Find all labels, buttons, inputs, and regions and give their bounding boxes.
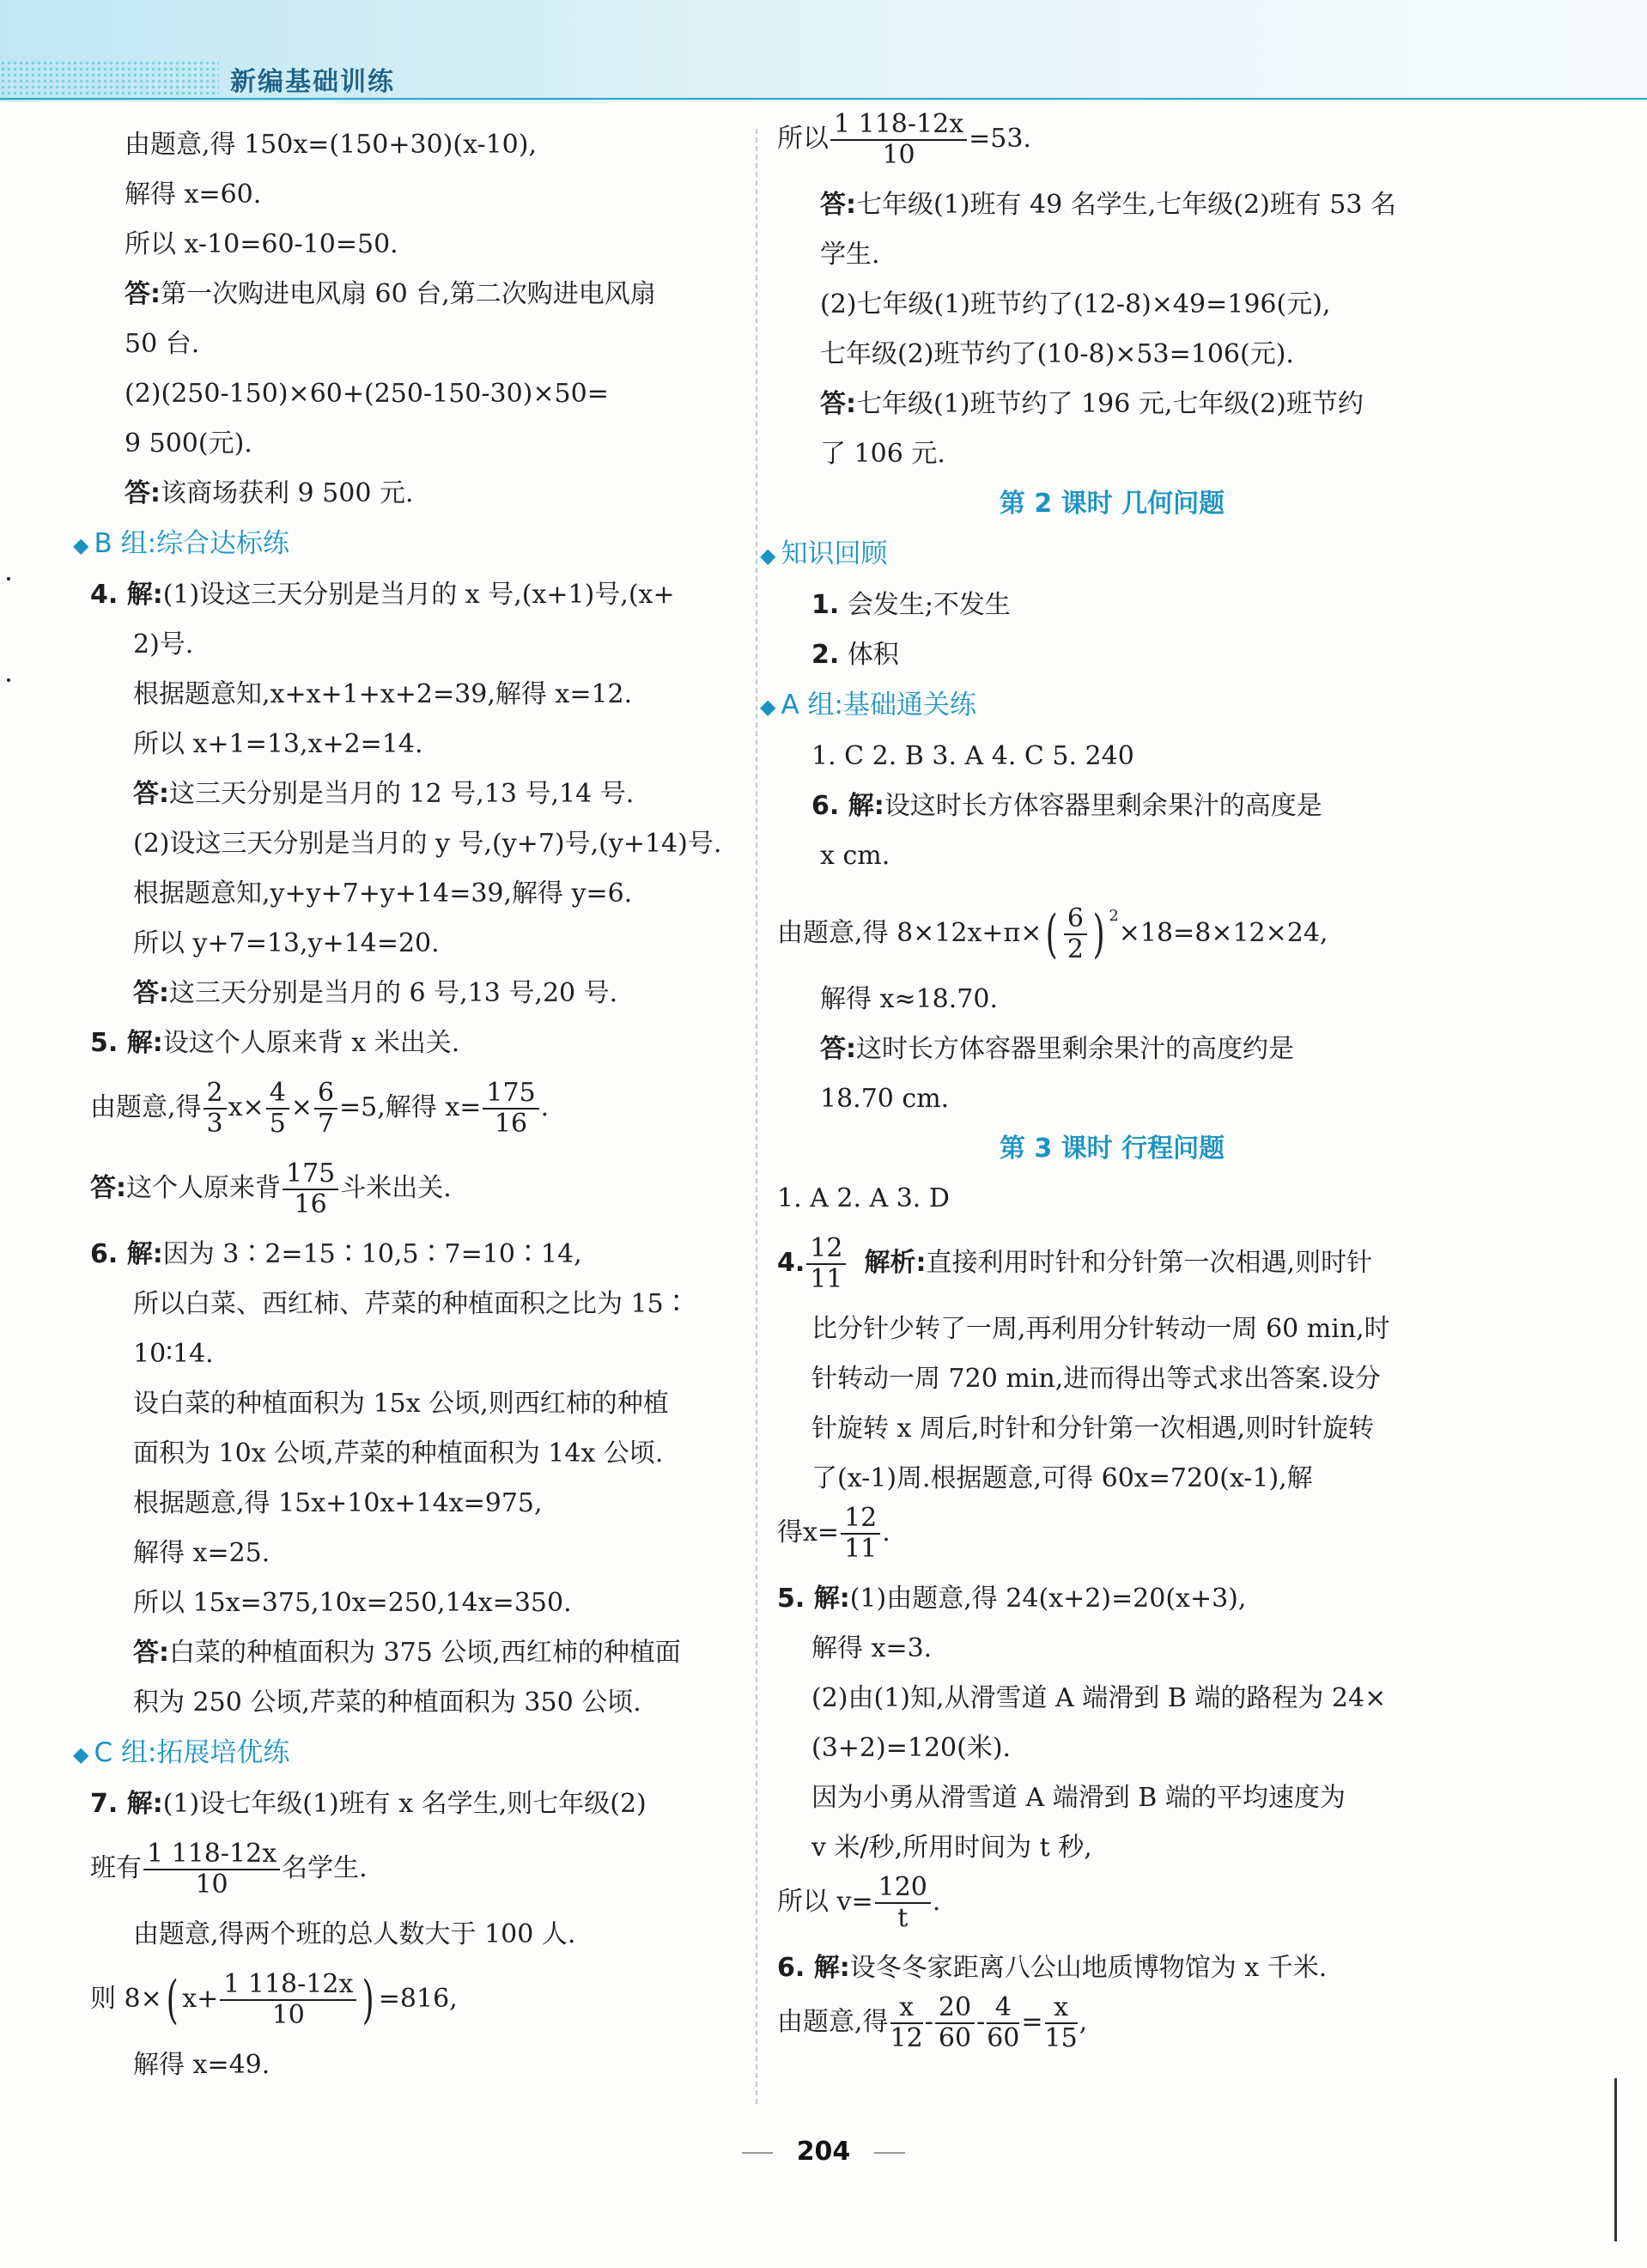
text-line: (2)(250-150)×60+(250-150-30)×50= [125, 379, 609, 409]
denominator: 7 [317, 1109, 335, 1139]
left-column [73, 120, 744, 2090]
fraction [875, 1873, 931, 1933]
text-line: 2)号. [133, 629, 194, 660]
answer-text: 白菜的种植面积为 375 公顷,西红柿的种植面 [169, 1638, 681, 1668]
answer-line [90, 769, 744, 819]
text: 则 8× [90, 1984, 162, 2014]
question-5 [90, 1018, 744, 1068]
text: x× [228, 1092, 264, 1122]
right-paren: ) [1092, 904, 1105, 964]
text-line: 所以 15x=375,10x=250,14x=350. [133, 1588, 572, 1618]
answer-label: 答: [820, 389, 856, 419]
text-line: v 米/秒,所用时间为 t 秒, [811, 1833, 1092, 1863]
fraction [266, 1079, 289, 1139]
answer-line [777, 380, 1447, 429]
diamond-icon: ◆ [73, 533, 89, 557]
diamond-icon: ◆ [760, 544, 776, 568]
left-paren: ( [166, 1970, 179, 2030]
text-line: 设这个人原来背 x 米出关. [162, 1028, 460, 1058]
equation-line [777, 1873, 1447, 1943]
answer-line [90, 1628, 744, 1678]
question-number: 5. 解: [777, 1584, 850, 1614]
numerator: 20 [935, 1993, 975, 2024]
section-title: C 组:拓展培优练 [94, 1737, 290, 1768]
header-rule [0, 98, 1647, 100]
text-line: 因为 3∶2=15∶10,5∶7=10∶14, [162, 1239, 582, 1269]
analysis-label: 解析: [864, 1248, 927, 1278]
question-number: 5. 解: [90, 1028, 163, 1058]
lesson-title-3: 第 3 课时 行程问题 [999, 1134, 1225, 1164]
fraction [143, 1839, 280, 1900]
text-line: 面积为 10x 公顷,芹菜的种植面积为 14x 公顷. [133, 1438, 664, 1468]
text: 由题意,得 [90, 1092, 202, 1122]
text-line: (2)七年级(1)班节约了(12-8)×49=196(元), [820, 289, 1331, 319]
answer-label: 答: [820, 190, 856, 220]
right-paren: ) [362, 1970, 375, 2030]
text-line: 解得 x≈18.70. [820, 984, 999, 1014]
answer-label: 答: [125, 279, 161, 309]
section-heading-review [760, 529, 1447, 581]
fraction [830, 110, 967, 170]
text: 由题意,得 8×12x+π× [777, 918, 1042, 948]
text: . [932, 1887, 941, 1917]
numerator: 12 [841, 1504, 880, 1535]
answer-line [90, 270, 744, 319]
fraction [314, 1079, 337, 1139]
answer-text: 这三天分别是当月的 6 号,13 号,20 号. [169, 978, 618, 1008]
answer-label: 答: [125, 478, 161, 508]
denominator: 60 [938, 2023, 972, 2053]
text-line: 设白菜的种植面积为 15x 公顷,则西红柿的种植 [133, 1389, 669, 1419]
text: 名学生. [282, 1853, 368, 1883]
denominator: 10 [882, 140, 915, 170]
answer-line [90, 1149, 744, 1230]
margin-dot [7, 577, 10, 581]
equation-line [90, 1960, 744, 2040]
fraction [1045, 1993, 1078, 2053]
text: =5,解得 x= [339, 1092, 482, 1122]
text-line: 根据题意知,y+y+7+y+14=39,解得 y=6. [133, 879, 633, 909]
fraction [806, 1234, 846, 1294]
review-item-1 [777, 581, 1447, 630]
numerator: 6 [314, 1079, 337, 1110]
denominator: 10 [195, 1870, 228, 1900]
answer-text: 七年级(1)班节约了 196 元,七年级(2)班节约 [856, 389, 1364, 419]
equation-line [777, 881, 1447, 975]
page-number: 204 [796, 2137, 851, 2167]
text-line: 解得 x=60. [125, 179, 262, 210]
text-line: 所以白菜、西红柿、芹菜的种植面积之比为 15∶ [133, 1289, 690, 1319]
text-line: 由题意,得两个班的总人数大于 100 人. [133, 1919, 576, 1949]
text-line: 解得 x=49. [133, 2050, 270, 2080]
text-line: 设冬冬家距离八公山地质博物馆为 x 千米. [849, 1953, 1328, 1983]
answer-label: 答: [90, 1173, 126, 1203]
numerator: 120 [875, 1873, 931, 1904]
text-line: (1)设七年级(1)班有 x 名学生,则七年级(2) [162, 1789, 647, 1819]
numerator: 1 118-12x [220, 1970, 356, 2001]
section-title: 知识回顾 [781, 538, 888, 569]
text-line: (1)设这三天分别是当月的 x 号,(x+1)号,(x+ [162, 580, 675, 610]
margin-dot [7, 678, 10, 682]
right-column [760, 109, 1447, 2064]
question-4 [90, 570, 744, 620]
question-number: 4. [777, 1248, 805, 1278]
text-line: 解得 x=3. [811, 1633, 933, 1663]
item-text: 体积 [847, 640, 899, 670]
text-line: 设这时长方体容器里剩余果汁的高度是 [884, 791, 1322, 821]
denominator: 5 [269, 1109, 286, 1139]
text: × [290, 1092, 313, 1122]
numerator: 6 [1064, 904, 1087, 935]
item-text: 会发生;不发生 [847, 590, 1011, 620]
text: =53. [969, 124, 1031, 154]
left-paren: ( [1046, 904, 1059, 964]
question-7 [90, 1779, 744, 1829]
denominator: 3 [206, 1109, 223, 1139]
fraction [987, 1993, 1019, 2053]
numerator: 2 [204, 1079, 227, 1110]
text: =816, [378, 1984, 458, 2014]
text-line: (2)设这三天分别是当月的 y 号,(y+7)号,(y+14)号. [133, 829, 722, 859]
text: = [1021, 2007, 1043, 2037]
denominator: 15 [1044, 2023, 1078, 2053]
denominator: t [897, 1903, 909, 1933]
review-item-2 [777, 630, 1447, 680]
text-line: 针转动一周 720 min,进而得出等式求出答案.设分 [811, 1364, 1381, 1394]
text-line: 10∶14. [133, 1339, 214, 1369]
denominator: 12 [890, 2023, 923, 2053]
header-dot-pattern [0, 60, 219, 96]
fraction [1064, 904, 1087, 964]
fraction [483, 1079, 538, 1139]
answer-label: 答: [133, 779, 169, 809]
denominator: 2 [1067, 934, 1084, 964]
answer-text: 这个人原来背 [126, 1173, 281, 1203]
text: . [882, 1517, 890, 1547]
equation-line [777, 1993, 1447, 2064]
equation-line [90, 1068, 744, 1149]
numerator: 4 [987, 1993, 1019, 2024]
fraction [890, 1993, 923, 2053]
denominator: 10 [271, 2000, 305, 2030]
page-number-footer [0, 2137, 1647, 2167]
text: - [976, 2007, 986, 2037]
section-heading-a [760, 680, 1447, 732]
question-6 [777, 781, 1447, 831]
question-number: 7. 解: [90, 1789, 163, 1819]
text-line: 所以 y+7=13,y+14=20. [133, 928, 440, 958]
question-4 [777, 1224, 1447, 1304]
question-number: 6. 解: [811, 791, 884, 821]
diamond-icon: ◆ [760, 695, 776, 719]
lesson-title-2: 第 2 课时 几何问题 [999, 489, 1225, 519]
text-line: (2)由(1)知,从滑雪道 A 端滑到 B 端的路程为 24× [811, 1683, 1387, 1713]
text-line: 针旋转 x 周后,时针和分针第一次相遇,则时针旋转 [811, 1414, 1375, 1444]
question-number: 6. 解: [777, 1953, 850, 1983]
answer-text: 这时长方体容器里剩余果汁的高度约是 [856, 1034, 1294, 1064]
answer-text: 这三天分别是当月的 12 号,13 号,14 号. [169, 779, 635, 809]
text: x+ [182, 1984, 219, 2014]
answer-line [90, 469, 744, 519]
denominator: 11 [810, 1264, 843, 1294]
text-line: 所以 x+1=13,x+2=14. [133, 729, 423, 759]
text-line: 9 500(元). [125, 429, 252, 459]
fraction [283, 1159, 338, 1219]
text-line: x cm. [820, 841, 890, 871]
question-number: 4. 解: [90, 580, 163, 610]
text-line: 50 台. [125, 329, 200, 359]
answer-line [90, 969, 744, 1018]
footer-dash [742, 2152, 773, 2154]
choice-answers: 1. A 2. A 3. D [777, 1183, 950, 1213]
text-line: 直接利用时针和分针第一次相遇,则时针 [926, 1248, 1373, 1278]
answer-line [777, 1025, 1447, 1074]
text-line: 比分针少转了一周,再利用分针转动一周 60 min,时 [811, 1314, 1390, 1344]
numerator: 1 118-12x [830, 110, 967, 141]
numerator: 1 118-12x [143, 1839, 280, 1870]
question-number: 6. 解: [90, 1239, 163, 1269]
text-line: 解得 x=25. [133, 1538, 270, 1568]
text: . [540, 1092, 550, 1122]
text-line: 积为 250 公顷,芹菜的种植面积为 350 公顷. [133, 1687, 641, 1718]
section-title: B 组:综合达标练 [94, 528, 290, 559]
answer-text: 斗米出关. [340, 1173, 452, 1203]
text-line: 了 106 元. [820, 439, 945, 469]
fraction [935, 1993, 975, 2053]
text-line: 18.70 cm. [820, 1084, 950, 1114]
choice-answers: 1. C 2. B 3. A 4. C 5. 240 [811, 741, 1134, 771]
answer-label: 答: [133, 978, 169, 1008]
text: - [924, 2007, 933, 2037]
denominator: 16 [294, 1189, 327, 1219]
text-line: 所以 x-10=60-10=50. [125, 229, 398, 259]
item-number: 2. [811, 640, 840, 670]
exponent: 2 [1109, 907, 1119, 925]
question-6b [777, 1943, 1447, 1993]
footer-dash [874, 2152, 905, 2154]
numerator: 4 [266, 1079, 289, 1110]
equation-line [90, 1829, 744, 1910]
text-line: 了(x-1)周.根据题意,可得 60x=720(x-1),解 [811, 1463, 1313, 1493]
text-line: 根据题意知,x+x+1+x+2=39,解得 x=12. [133, 679, 633, 709]
diamond-icon: ◆ [73, 1742, 89, 1766]
denominator: 11 [844, 1534, 878, 1564]
item-number: 1. [811, 590, 840, 620]
text-line: 学生. [820, 240, 880, 270]
answer-label: 答: [133, 1638, 169, 1668]
section-heading-b [73, 519, 744, 570]
text: 所以 [777, 124, 829, 154]
answer-text: 该商场获利 9 500 元. [161, 478, 414, 508]
text: , [1079, 2007, 1088, 2037]
text-line: (1)由题意,得 24(x+2)=20(x+3), [849, 1584, 1247, 1614]
denominator: 16 [494, 1109, 528, 1139]
text-line: 七年级(2)班节约了(10-8)×53=106(元). [820, 339, 1294, 369]
equation-line [777, 110, 1447, 180]
header-title: 新编基础训练 [230, 67, 395, 97]
fraction [841, 1504, 880, 1564]
text-line: (3+2)=120(米). [811, 1733, 1012, 1763]
text-line: 根据题意,得 15x+10x+14x=975, [133, 1488, 543, 1518]
text: ×18=8×12×24, [1118, 918, 1328, 948]
answer-text: 第一次购进电风扇 60 台,第二次购进电风扇 [161, 279, 656, 309]
numerator: x [890, 1993, 923, 2024]
numerator: 175 [283, 1159, 338, 1190]
text: 由题意,得 [777, 2007, 889, 2037]
text: 班有 [90, 1853, 142, 1883]
fraction [204, 1079, 227, 1139]
equation-line [777, 1504, 1447, 1574]
question-5 [777, 1574, 1447, 1624]
text-line: 由题意,得 150x=(150+30)(x-10), [125, 130, 538, 160]
answer-text: 七年级(1)班有 49 名学生,七年级(2)班有 53 名 [856, 190, 1397, 220]
numerator: 12 [806, 1234, 846, 1265]
numerator: 175 [483, 1079, 538, 1110]
text-line: 因为小勇从滑雪道 A 端滑到 B 端的平均速度为 [811, 1783, 1346, 1813]
question-6 [90, 1230, 744, 1280]
fraction [220, 1970, 356, 2030]
answer-label: 答: [820, 1034, 856, 1064]
column-divider [756, 129, 757, 2104]
section-heading-c [73, 1728, 744, 1779]
numerator: x [1045, 1993, 1078, 2024]
section-title: A 组:基础通关练 [781, 690, 976, 721]
text: 得x= [777, 1517, 840, 1547]
answer-line [777, 180, 1447, 230]
denominator: 60 [987, 2023, 1020, 2053]
text: 所以 v= [777, 1887, 873, 1917]
